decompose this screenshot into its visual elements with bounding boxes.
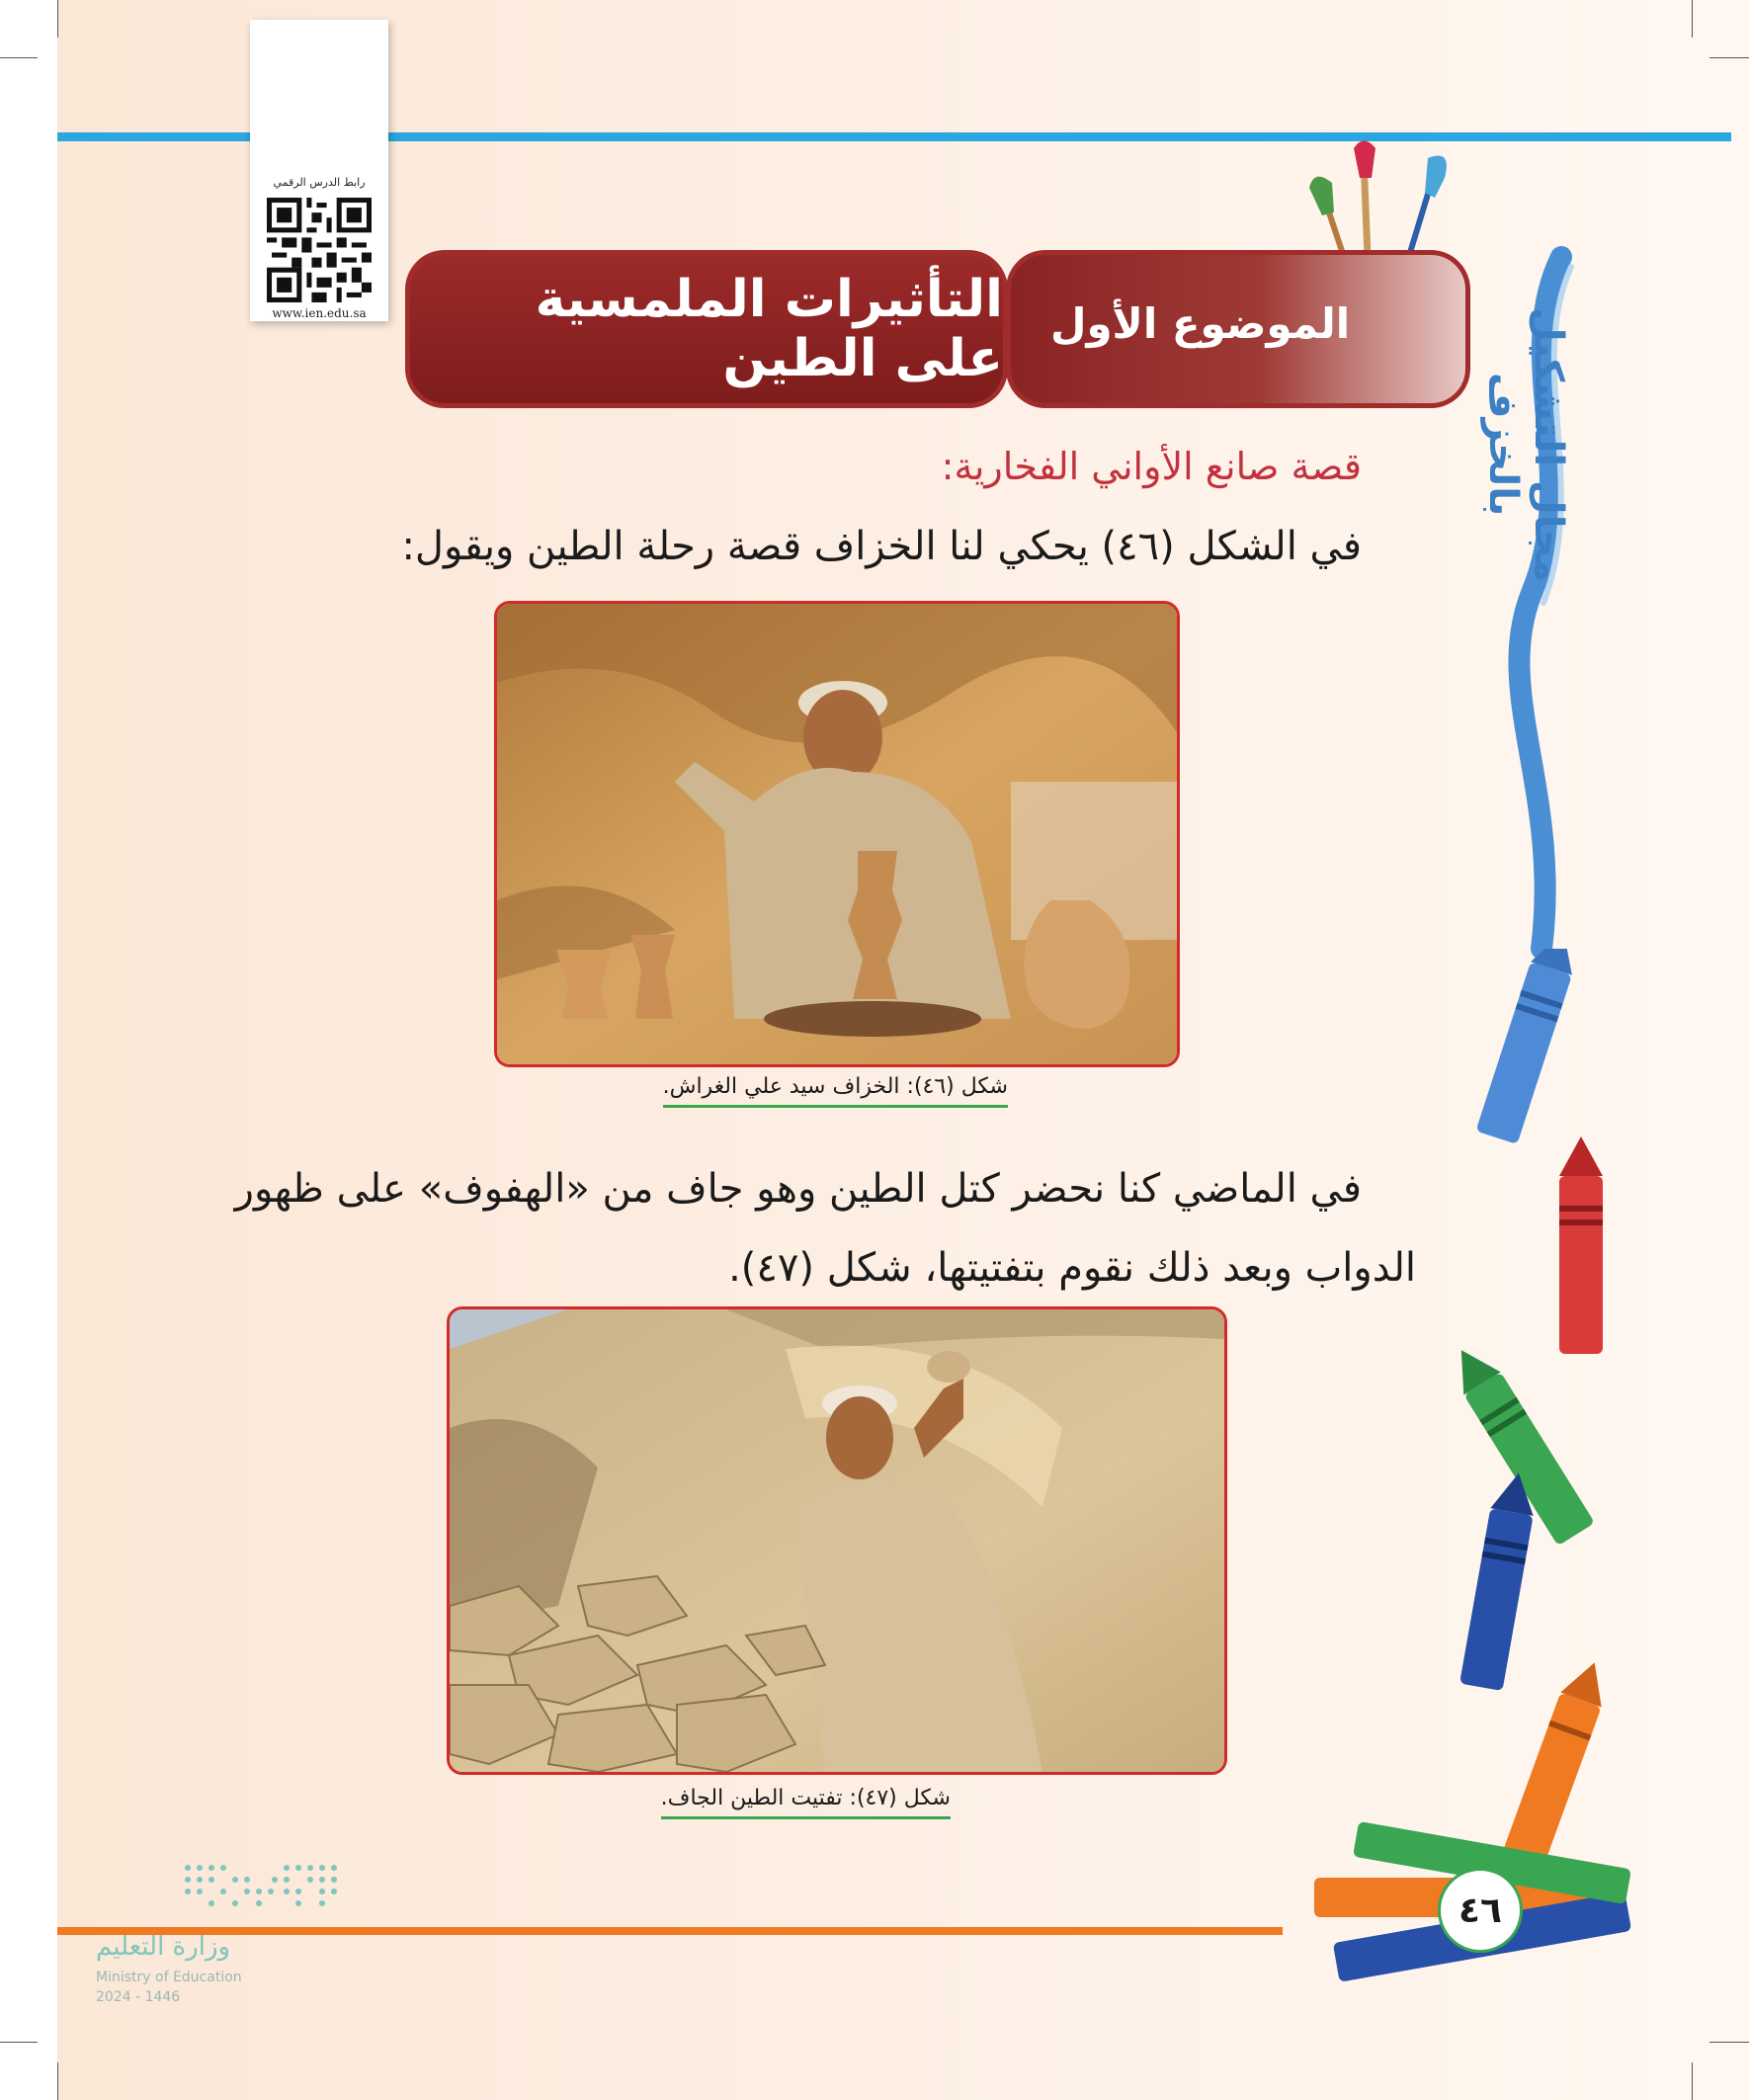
lesson-title: التأثيرات الملمسية على الطين — [405, 250, 1008, 408]
ministry-logo-icon — [178, 1858, 356, 1917]
qr-url[interactable]: www.ien.edu.sa — [272, 306, 367, 320]
edition-year: 2024 - 1446 — [96, 1989, 181, 2005]
crop-mark — [0, 2042, 38, 2043]
qr-tab[interactable] — [250, 20, 388, 321]
qr-caption: رابط الدرس الرقمي — [273, 176, 366, 189]
crop-mark — [1692, 2062, 1693, 2100]
qr-code-icon[interactable] — [267, 198, 372, 302]
figure-47-photo — [447, 1306, 1227, 1775]
figure-47-caption: شكل (٤٧): تفتيت الطين الجاف. — [661, 1786, 951, 1819]
body-paragraph-line-1: في الماضي كنا نحضر كتل الطين وهو جاف من «الهفوف» على ظهور — [234, 1166, 1362, 1212]
crop-mark — [57, 2062, 58, 2100]
page-number: ٤٦ — [1438, 1868, 1523, 1953]
crop-mark — [0, 57, 38, 58]
topic-label: الموضوع الأول — [1050, 299, 1351, 348]
topic-badge — [1006, 250, 1470, 408]
section-heading: قصة صانع الأواني الفخارية: — [941, 445, 1362, 488]
figure-46-photo — [494, 601, 1180, 1067]
crop-mark — [1709, 2042, 1749, 2043]
ministry-name-english: Ministry of Education — [96, 1970, 242, 1985]
crop-mark — [57, 0, 58, 38]
crop-mark — [1709, 57, 1749, 58]
body-paragraph-line-2: الدواب وبعد ذلك نقوم بتفتيتها، شكل (٤٧). — [728, 1245, 1416, 1291]
crayons-icon — [1255, 949, 1690, 1986]
side-title: مجال التشكيل بالخزف — [1480, 306, 1571, 583]
bottom-rule — [57, 1927, 1283, 1935]
intro-paragraph: في الشكل (٤٦) يحكي لنا الخزاف قصة رحلة الطين ويقول: — [401, 524, 1362, 569]
crop-mark — [1692, 0, 1693, 38]
ministry-name-arabic: وزارة التعليم — [96, 1932, 231, 1962]
figure-46-caption: شكل (٤٦): الخزاف سيد علي الغراش. — [663, 1074, 1008, 1108]
